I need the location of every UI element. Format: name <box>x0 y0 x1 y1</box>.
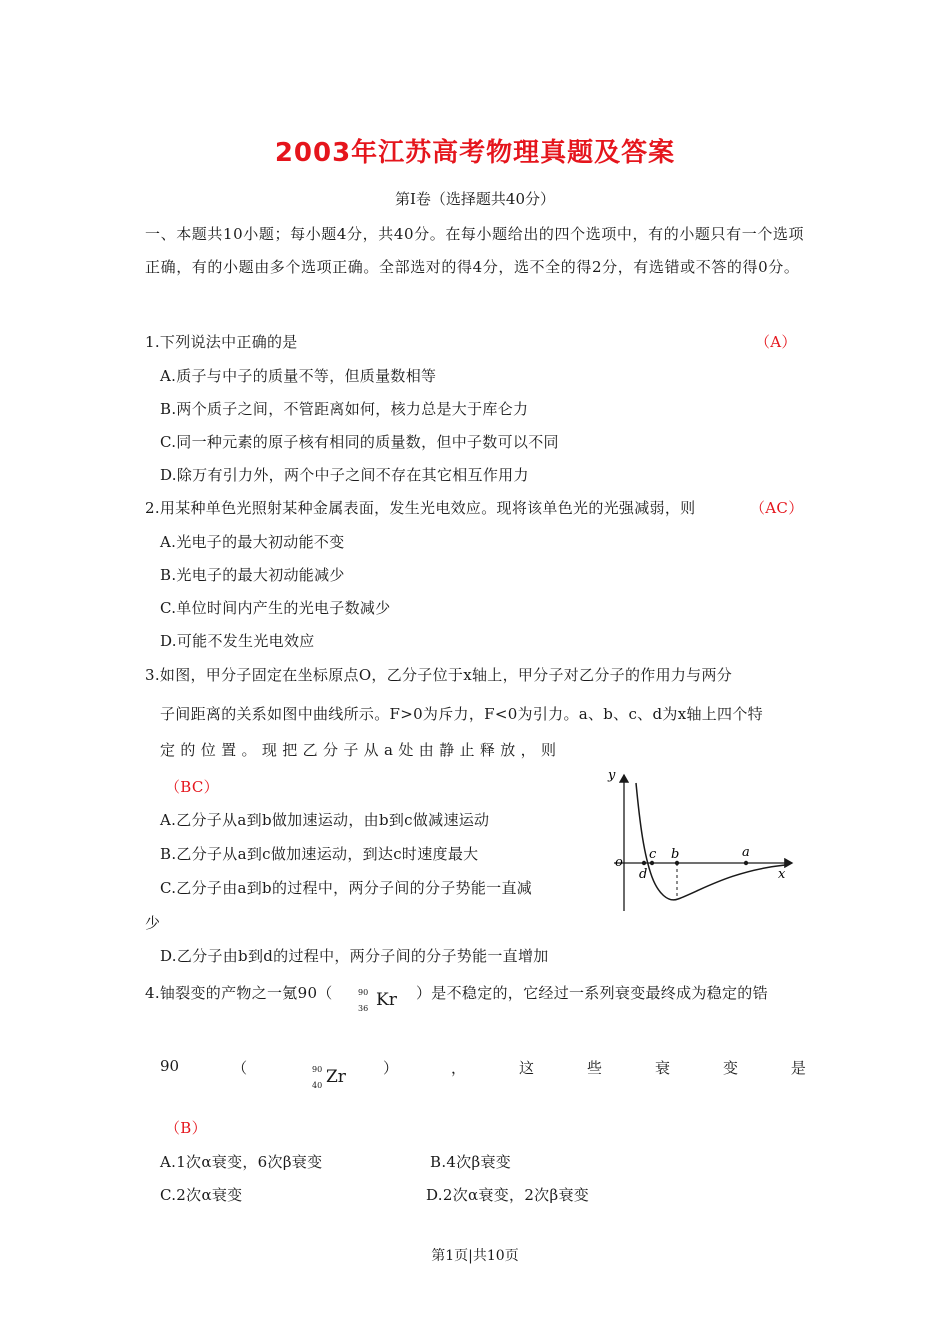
q1-answer: （A） <box>755 333 797 351</box>
q1-option-c: C.同一种元素的原子核有相同的质量数，但中子数可以不同 <box>160 433 559 451</box>
q4-word: ， <box>451 1059 467 1077</box>
y-axis-label: y <box>608 768 616 783</box>
q2-option-b: B.光电子的最大初动能减少 <box>160 566 345 584</box>
q4-stem-post: ）是不稳定的，它经过一系列衰变最终成为稳定的锆 <box>416 984 768 1002</box>
zr-symbol: Zr <box>326 1067 346 1087</box>
q2-stem: 2.用某种单色光照射某种金属表面，发生光电效应。现将该单色光的光强减弱，则 <box>145 499 696 517</box>
q3-option-c-cont: 少 <box>145 914 161 932</box>
q4-word: ） <box>383 1059 399 1077</box>
label-a: a <box>742 845 750 860</box>
q3-stem-line1: 3.如图，甲分子固定在坐标原点O，乙分子位于x轴上，甲分子对乙分子的作用力与两分 <box>145 666 733 684</box>
q3-option-b: B.乙分子从a到c做加速运动，到达c时速度最大 <box>160 845 479 863</box>
zr-nuclide <box>312 1065 352 1091</box>
q4-option-c: C.2次α衰变 <box>160 1186 243 1204</box>
page-title: 2003年江苏高考物理真题及答案 <box>274 138 676 168</box>
q2-option-c: C.单位时间内产生的光电子数减少 <box>160 599 391 617</box>
q3-option-a: A.乙分子从a到b做加速运动，由b到c做减速运动 <box>160 811 490 829</box>
q4-word: 这 <box>518 1059 534 1077</box>
q4-word: 是 <box>790 1059 806 1077</box>
q1-option-d: D.除万有引力外，两个中子之间不存在其它相互作用力 <box>160 466 529 484</box>
label-d: d <box>639 867 648 882</box>
q4-answer: （B） <box>165 1119 207 1137</box>
q4-stem-pre: 4.铀裂变的产物之一氪90（ <box>145 984 333 1002</box>
force-curve <box>636 783 785 900</box>
origin-label: o <box>615 855 623 870</box>
label-c: c <box>649 847 657 862</box>
kr-nuclide <box>358 988 398 1014</box>
q1-option-b: B.两个质子之间，不管距离如何，核力总是大于库仑力 <box>160 400 529 418</box>
x-axis-label: x <box>778 867 786 882</box>
q4-option-d: D.2次α衰变，2次β衰变 <box>426 1186 590 1204</box>
q4-stem-line2 <box>160 1057 806 1078</box>
section-intro: 一、本题共10小题；每小题4分，共40分。在每小题给出的四个选项中，有的小题只有一个选项正确，有的小题由多个选项正确。全部选对的得4分，选不全的得2分，有选错或不答的得0分。 <box>145 225 805 276</box>
q4-word: 90 <box>160 1057 180 1075</box>
q1-stem: 1.下列说法中正确的是 <box>145 333 298 351</box>
label-b: b <box>671 847 680 862</box>
section-header: 第Ⅰ卷（选择题共40分） <box>394 190 555 208</box>
q2-option-d: D.可能不发生光电效应 <box>160 632 315 650</box>
zr-atomic-number: 40 <box>312 1081 323 1090</box>
q3-stem-line3: 定 的 位 置 。 现 把 乙 分 子 从 a 处 由 静 止 释 放 ， 则 <box>160 741 557 759</box>
q3-answer: （BC） <box>165 778 219 796</box>
zr-mass-number: 90 <box>312 1065 323 1074</box>
q1-option-a: A.质子与中子的质量不等，但质量数相等 <box>160 367 437 385</box>
q3-stem-line2: 子间距离的关系如图中曲线所示。F>0为斥力，F<0为引力。a、b、c、d为x轴上四个特 <box>160 705 763 723</box>
q2-answer: （AC） <box>750 499 804 517</box>
point-a <box>744 861 748 865</box>
q4-word: 些 <box>586 1059 602 1077</box>
force-distance-figure <box>600 765 800 920</box>
kr-symbol: Kr <box>376 990 397 1010</box>
kr-mass-number: 90 <box>358 988 369 997</box>
page-footer: 第1页|共10页 <box>431 1248 519 1264</box>
q4-word: （ <box>232 1059 248 1077</box>
q3-option-c: C.乙分子由a到b的过程中，两分子间的分子势能一直减 <box>160 879 533 897</box>
q4-option-a: A.1次α衰变，6次β衰变 <box>160 1153 323 1171</box>
q3-option-d: D.乙分子由b到d的过程中，两分子间的分子势能一直增加 <box>160 947 549 965</box>
point-d <box>642 861 646 865</box>
q2-option-a: A.光电子的最大初动能不变 <box>160 533 345 551</box>
q4-word: 衰 <box>654 1059 670 1077</box>
q4-option-b: B.4次β衰变 <box>430 1153 512 1171</box>
q4-word: 变 <box>722 1059 738 1077</box>
kr-atomic-number: 36 <box>358 1004 369 1013</box>
